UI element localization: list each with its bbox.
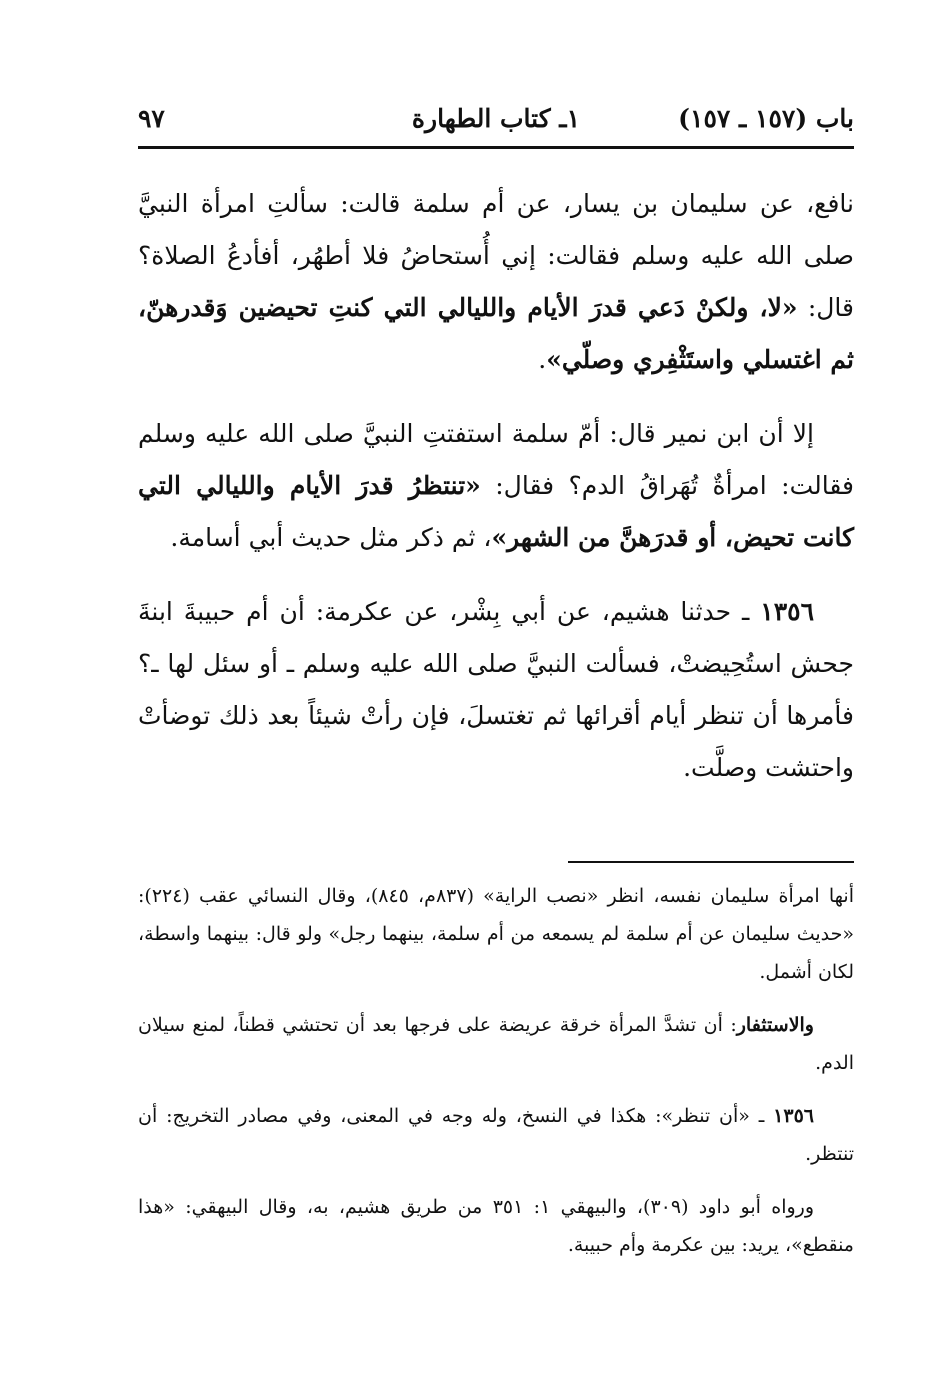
chapter-range: باب (١٥٧ ـ ١٥٧)	[678, 104, 854, 133]
paragraph-2-hadith: «تنتظرُ قدرَ الأيام والليالي التي كانت تحيض، أو قدرَهنَّ من الشهر»	[138, 471, 854, 552]
footnote-1: أنها امرأة سليمان نفسه، انظر «نصب الراية» (٨٣٧م، ٨٤٥)، وقال النسائي عقب (٢٢٤): «حديث سليمان عن أم سلمة لم يسمعه من أم سلمة، بينهما رجل» ولو قال: بينهما واسطة، لكان أشمل.	[138, 885, 854, 983]
paragraph-1	[138, 178, 854, 386]
footnotes	[138, 877, 854, 1279]
footnote-4: ورواه أبو داود (٣٠٩)، والبيهقي ١: ٣٥١ من طريق هشيم، به، وقال البيهقي: «هذا منقطع»، يريد: بين عكرمة وأم حبيبة.	[138, 1196, 854, 1256]
footnote-3-number: ١٣٥٦	[773, 1105, 814, 1127]
footnote-2-text: : أن تشدَّ المرأة خرقة عريضة على فرجها بعد أن تحتشي قطناً، لمنع سيلان الدم.	[138, 1014, 854, 1074]
footnote-rule	[568, 861, 854, 863]
paragraph-2-text: إلا أن ابن نمير قال: أمّ سلمة استفتتِ النبيَّ صلى الله عليه وسلم فقالت: امرأةٌ تُهَراقُ الدم؟ فقال:	[138, 419, 854, 500]
paragraph-2-end: ، ثم ذكر مثل حديث أبي أسامة.	[170, 523, 492, 552]
paragraph-1-end: .	[538, 345, 547, 374]
footnote-2-term: والاستثفار	[736, 1014, 814, 1036]
footnote-3	[138, 1097, 854, 1173]
header-rule	[138, 146, 854, 149]
paragraph-1-text: نافع، عن سليمان بن يسار، عن أم سلمة قالت: سألتِ امرأة النبيَّ صلى الله عليه وسلم فقالت: إني أُستحاضُ فلا أطهُر، أفأدعُ الصلاة؟ قال:	[138, 189, 854, 322]
footnote-3-text: ـ «أن تنظر»: هكذا في النسخ، وله وجه في المعنى، وفي مصادر التخريج: أن تنتظر.	[138, 1105, 854, 1165]
paragraph-3-text: ـ حدثنا هشيم، عن أبي بِشْر، عن عكرمة: أن أم حبيبةَ ابنةَ جحش استُحِيضتْ، فسألت النبيَّ صلى الله عليه وسلم ـ أو سئل لها ـ؟ فأمرها أن تنظر أيام أقرائها ثم تغتسلَ، فإن رأتْ شيئاً بعد ذلك توضأتْ واحتشت وصلَّت.	[138, 597, 854, 782]
main-text	[138, 178, 854, 816]
paragraph-3	[138, 586, 854, 794]
footnote-2	[138, 1006, 854, 1082]
page-number: ٩٧	[138, 104, 165, 133]
paragraph-1-hadith: «لا، ولكنْ دَعي قدرَ الأيام والليالي التي كنتِ تحيضين وَقدرهنّ، ثم اغتسلي واستَثْفِري وصلّي»	[138, 293, 854, 374]
hadith-number: ١٣٥٦	[760, 597, 814, 626]
running-header	[138, 98, 854, 144]
paragraph-2	[138, 408, 854, 564]
book-title: ١ـ كتاب الطهارة	[411, 104, 581, 133]
